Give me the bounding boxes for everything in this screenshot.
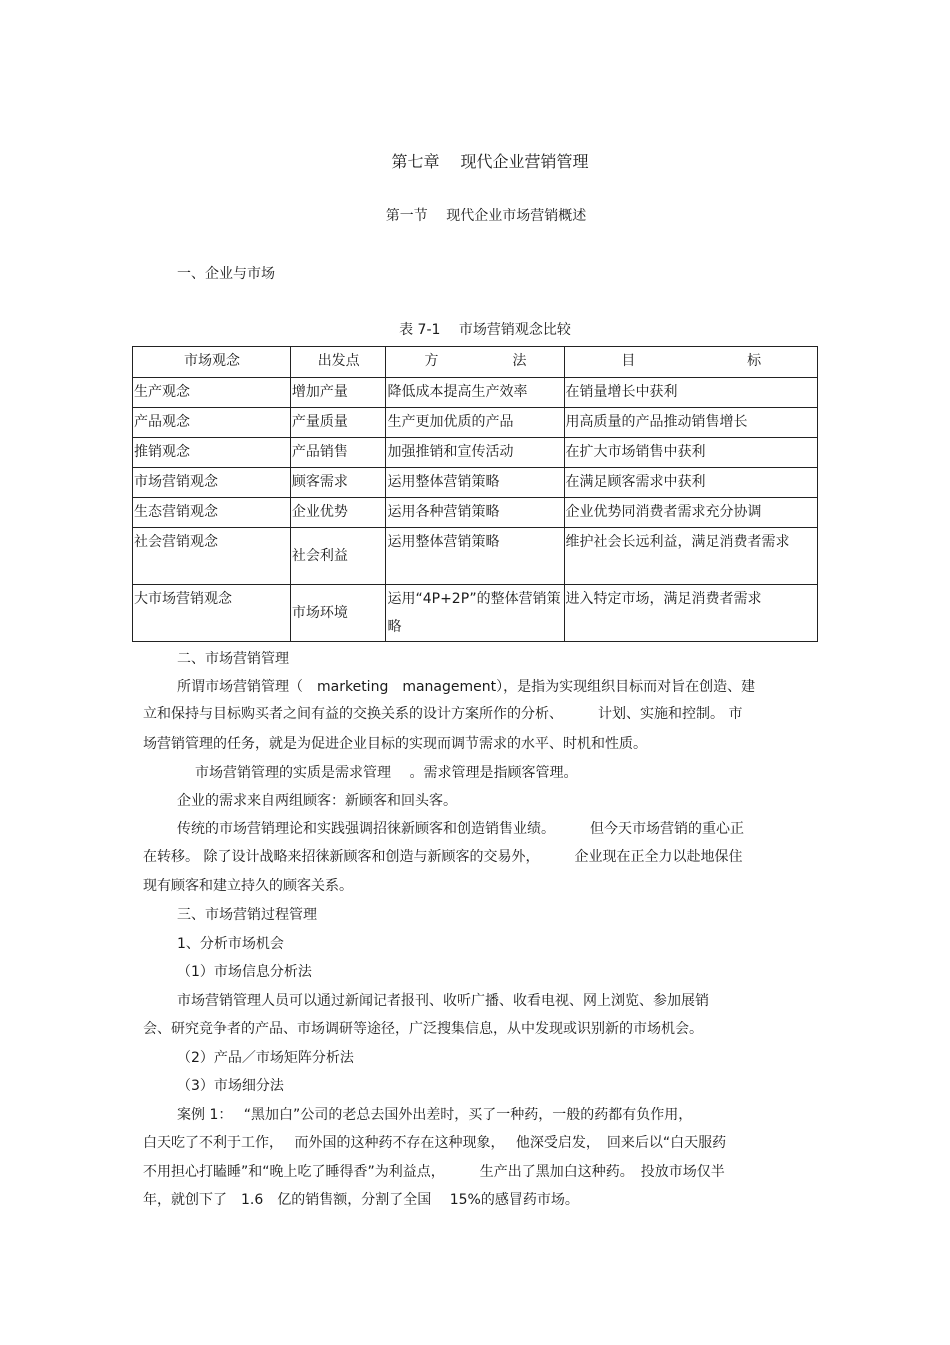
cell-method: 加强推销和宣传活动 [386, 438, 564, 468]
cell-goal: 企业优势同消费者需求充分协调 [564, 498, 818, 528]
paragraph-line: 场营销管理的任务，就是为促进企业目标的实现而调节需求的水平、时机和性质。 [143, 736, 647, 752]
table-row [133, 585, 818, 642]
header-starting-point: 出发点 [290, 347, 386, 378]
cell-concept: 市场营销观念 [133, 468, 291, 498]
header-method: 方 法 [386, 347, 564, 378]
table-row [133, 378, 818, 408]
table-row [133, 468, 818, 498]
case-line: 年，就创下了 1.6 亿的销售额，分割了全国 15%的感冒药市场。 [143, 1192, 579, 1208]
table-row [133, 528, 818, 585]
cell-start: 增加产量 [290, 378, 386, 408]
cell-concept: 生产观念 [133, 378, 291, 408]
cell-method: 运用各种营销策略 [386, 498, 564, 528]
cell-method: 运用整体营销策略 [386, 528, 564, 585]
paragraph-line: 现有顾客和建立持久的顾客关系。 [143, 878, 353, 894]
table-row [133, 498, 818, 528]
cell-concept: 社会营销观念 [133, 528, 291, 585]
chapter-title: 第七章 现代企业营销管理 [391, 152, 589, 171]
paragraph-line: 所谓市场营销管理（ marketing management），是指为实现组织目标而对旨在创造、建 [177, 679, 756, 695]
list-item: （3）市场细分法 [177, 1078, 284, 1094]
case-line: 不用担心打瞌睡”和“晚上吃了睡得香”为利益点， 生产出了黑加白这种药。 投放市场仅半 [143, 1164, 725, 1180]
cell-concept: 大市场营销观念 [133, 585, 291, 642]
paragraph-line: 在转移。 除了设计战略来招徕新顾客和创造与新顾客的交易外， 企业现在正全力以赴地保住 [143, 849, 743, 865]
list-item: （1）市场信息分析法 [177, 964, 312, 980]
list-item: （2）产品／市场矩阵分析法 [177, 1050, 354, 1066]
list-item: 1、分析市场机会 [177, 936, 284, 952]
case-line: 白天吃了不利于工作， 而外国的这种药不存在这种现象， 他深受启发， 回来后以“白天服药 [143, 1135, 727, 1151]
paragraph-line: 市场营销管理人员可以通过新闻记者报刊、收听广播、收看电视、网上浏览、参加展销 [177, 993, 709, 1009]
heading-marketing-management: 二、市场营销管理 [177, 651, 289, 667]
table-header-row [133, 347, 818, 378]
table-caption: 表 7-1 市场营销观念比较 [399, 322, 571, 338]
cell-method: 运用整体营销策略 [386, 468, 564, 498]
paragraph-line: 企业的需求来自两组顾客：新顾客和回头客。 [177, 793, 457, 809]
table-row [133, 408, 818, 438]
cell-goal: 维护社会长远利益，满足消费者需求 [564, 528, 818, 585]
cell-start: 社会利益 [290, 528, 386, 585]
cell-goal: 在销量增长中获利 [564, 378, 818, 408]
paragraph-line: 会、研究竞争者的产品、市场调研等途径，广泛搜集信息，从中发现或识别新的市场机会。 [143, 1021, 703, 1037]
cell-concept: 产品观念 [133, 408, 291, 438]
cell-goal: 在满足顾客需求中获利 [564, 468, 818, 498]
cell-concept: 推销观念 [133, 438, 291, 468]
cell-method: 生产更加优质的产品 [386, 408, 564, 438]
heading-enterprise-market: 一、企业与市场 [177, 266, 275, 282]
header-concept: 市场观念 [133, 347, 291, 378]
case-line: 案例 1： “黑加白”公司的老总去国外出差时，买了一种药，一般的药都有负作用， [177, 1107, 693, 1123]
cell-start: 企业优势 [290, 498, 386, 528]
paragraph-line: 市场营销管理的实质是需求管理 。需求管理是指顾客管理。 [195, 765, 578, 781]
paragraph-line: 传统的市场营销理论和实践强调招徕新顾客和创造销售业绩。 但今天市场营销的重心正 [177, 821, 744, 837]
cell-start: 产量质量 [290, 408, 386, 438]
cell-goal: 进入特定市场，满足消费者需求 [564, 585, 818, 642]
cell-goal: 用高质量的产品推动销售增长 [564, 408, 818, 438]
cell-start: 市场环境 [290, 585, 386, 642]
cell-start: 产品销售 [290, 438, 386, 468]
marketing-concepts-table [132, 346, 818, 642]
table-row [133, 438, 818, 468]
cell-method: 运用“4P+2P”的整体营销策略 [386, 585, 564, 642]
header-goal: 目 标 [564, 347, 818, 378]
cell-start: 顾客需求 [290, 468, 386, 498]
cell-goal: 在扩大市场销售中获利 [564, 438, 818, 468]
section-title: 第一节 现代企业市场营销概述 [385, 208, 587, 224]
cell-method: 降低成本提高生产效率 [386, 378, 564, 408]
paragraph-line: 立和保持与目标购买者之间有益的交换关系的设计方案所作的分析、 计划、实施和控制。 市 [143, 706, 743, 722]
heading-process-management: 三、市场营销过程管理 [177, 907, 317, 923]
cell-concept: 生态营销观念 [133, 498, 291, 528]
